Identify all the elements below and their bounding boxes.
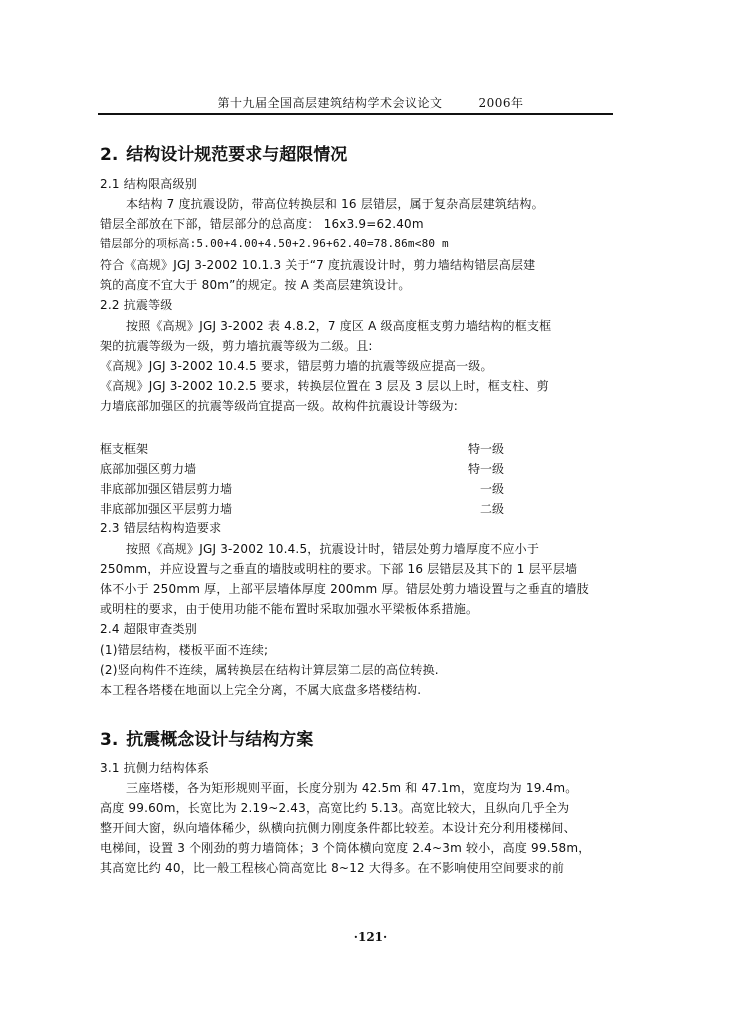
paragraph-line: 《高规》JGJ 3-2002 10.4.5 要求，错层剪力墙的抗震等级应提高一级。: [100, 359, 493, 373]
heading-2-2: 2.2 抗震等级: [100, 298, 173, 312]
grade-table-value: 一级: [480, 482, 505, 496]
heading-2-3: 2.3 错层结构构造要求: [100, 521, 222, 535]
grade-table-value: 特一级: [468, 462, 505, 476]
paragraph-line: 符合《高规》JGJ 3-2002 10.1.3 关于“7 度抗震设计时，剪力墙结构错层高层建: [100, 258, 536, 272]
paragraph-line: 体不小于 250mm 厚，上部平层墙体厚度 200mm 厚。错层处剪力墙设置与之垂直的墙肢: [100, 582, 589, 596]
grade-table-label: 非底部加强区错层剪力墙: [100, 482, 233, 496]
paragraph-line: (1)错层结构，楼板平面不连续;: [100, 643, 269, 657]
paragraph-line: 错层部分的项标高:5.00+4.00+4.50+2.96+62.40=78.86m<80 m: [100, 237, 449, 250]
grade-table-value: 特一级: [468, 442, 505, 456]
paragraph-line: 或明柱的要求，由于使用功能不能布置时采取加强水平梁板体系措施。: [100, 602, 479, 616]
paragraph-line: 《高规》JGJ 3-2002 10.2.5 要求，转换层位置在 3 层及 3 层以上时，框支柱、剪: [100, 379, 549, 393]
paragraph-line: 错层全部放在下部，错层部分的总高度： 16x3.9=62.40m: [100, 217, 424, 231]
paragraph-line: 力墙底部加强区的抗震等级尚宜提高一级。故构件抗震设计等级为:: [100, 399, 459, 413]
paragraph-line: 高度 99.60m，长宽比为 2.19~2.43，高宽比约 5.13。高宽比较大，且纵向几乎全为: [100, 801, 570, 815]
grade-table-label: 底部加强区剪力墙: [100, 462, 197, 476]
section-2-title-text: 结构设计规范要求与超限情况: [126, 145, 348, 165]
section-3-number: 3.: [100, 730, 119, 750]
section-3-title-text: 抗震概念设计与结构方案: [126, 730, 314, 750]
section-3-title: [100, 725, 313, 750]
heading-2-4: 2.4 超限审查类别: [100, 622, 197, 636]
paragraph-line: 电梯间，设置 3 个刚劲的剪力墙筒体；3 个筒体横向宽度 2.4~3m 较小，高度 99.58m，: [100, 841, 591, 855]
paragraph-line: 按照《高规》JGJ 3-2002 表 4.8.2，7 度区 A 级高度框支剪力墙结构的框支框: [126, 319, 552, 333]
paragraph-line: 筑的高度不宜大于 80m”的规定。按 A 类高层建筑设计。: [100, 278, 411, 292]
heading-2-1: 2.1 结构限高级别: [100, 177, 197, 191]
header-year: 2006年: [478, 96, 524, 110]
paragraph-line: 整开间大窗，纵向墙体稀少，纵横向抗侧力刚度条件都比较差。本设计充分利用楼梯间、: [100, 821, 576, 835]
paragraph-line: 三座塔楼，各为矩形规则平面，长度分别为 42.5m 和 47.1m，宽度均为 19.4m。: [126, 781, 578, 795]
paragraph-line: 本结构 7 度抗震设防，带高位转换层和 16 层错层，属于复杂高层建筑结构。: [126, 197, 544, 211]
paragraph-line: 其高宽比约 40，比一般工程核心筒高宽比 8~12 大得多。在不影响使用空间要求的前: [100, 861, 565, 875]
section-2-number: 2.: [100, 145, 119, 165]
running-header: [0, 94, 741, 111]
page-number: ·121·: [353, 930, 388, 944]
paragraph-line: 250mm，并应设置与之垂直的墙肢或明柱的要求。下部 16 层错层及其下的 1 层平层墙: [100, 562, 578, 576]
grade-table-value: 二级: [480, 502, 505, 516]
header-title: 第十九届全国高层建筑结构学术会议论文: [217, 96, 443, 110]
paragraph-line: 本工程各塔楼在地面以上完全分离，不属大底盘多塔楼结构.: [100, 683, 422, 697]
paragraph-line: (2)竖向构件不连续，属转换层在结构计算层第二层的高位转换.: [100, 663, 439, 677]
section-2-title: [100, 140, 347, 165]
header-rule: [98, 113, 613, 115]
grade-table-label: 非底部加强区平层剪力墙: [100, 502, 233, 516]
heading-3-1: 3.1 抗侧力结构体系: [100, 761, 210, 775]
paragraph-line: 按照《高规》JGJ 3-2002 10.4.5，抗震设计时，错层处剪力墙厚度不应小于: [126, 542, 540, 556]
grade-table-label: 框支框架: [100, 442, 149, 456]
paragraph-line: 架的抗震等级为一级，剪力墙抗震等级为二级。且:: [100, 339, 373, 353]
